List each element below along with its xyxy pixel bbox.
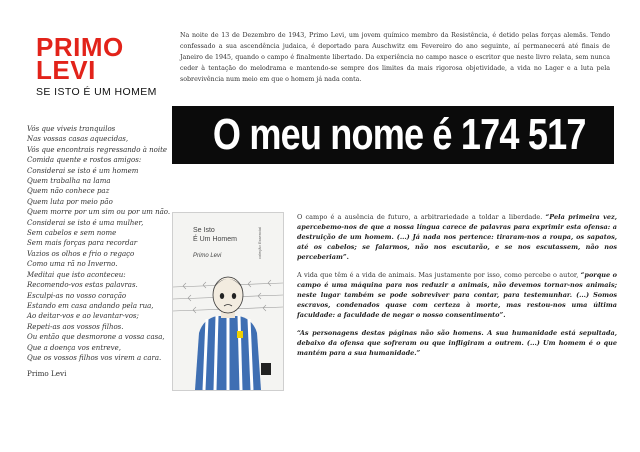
poem-line: Estando em casa andando pela rua, [27, 301, 154, 310]
poem-line: Recomendo-vos estas palavras. [27, 281, 138, 290]
closing-quote: “As personagens destas páginas não são homens. A sua humanidade está sepultada, debaixo da ofensa que sofreram ou que infligiram a outrem. (...) Um homem é o que mantém para a sua humanidade.” [297, 329, 617, 357]
article-body [297, 212, 617, 358]
cover-series: coleção Essencial [257, 227, 262, 260]
poem-line: Quem luta por meio pão [27, 197, 113, 206]
poem-line: Comida quente e rostos amigos: [27, 156, 142, 165]
poem-line: Sem cabelos e sem nome [27, 229, 117, 238]
poem [27, 124, 175, 380]
poem-line: Ou então que desmorone a vossa casa, [27, 333, 165, 342]
publisher-logo-icon [261, 363, 271, 375]
poem-line: Vazios os olhos e frio o regaço [27, 249, 135, 258]
poem-line: Repeti-as aos vossos filhos. [27, 322, 124, 331]
poem-line: Quem morre por um sim ou por um não. [27, 208, 171, 217]
title-primo: PRIMO [36, 32, 124, 62]
paragraph-2 [297, 270, 617, 320]
poem-author: Primo Levi [27, 369, 67, 379]
headline-banner [172, 106, 614, 164]
poem-line: Que a doença vos entreve, [27, 343, 121, 352]
title-block [36, 32, 166, 98]
intro-paragraph: Na noite de 13 de Dezembro de 1943, Primo Levi, um jovem químico membro da Resistência, é detido pelas forças alemãs. Tendo confessado a sua ascendência judaica, é deportado para Auschwitz em Fevereiro do ano seguinte, aí permanecerá até finais de Janeiro de 1945, quando o campo é finalmente libertado. Da experiência no campo nasce o escritor que neste livro relata, sem nunca ceder à tentação do melodrama e mantendo-se sempre dos limites da mais rigorosa objetividade, a vida no Lager e a luta pela sobrevivência num meio em que o homem já nada conta. [180, 32, 610, 83]
poem-line: Vós que encontrais regressando à noite [27, 145, 168, 154]
cover-title [193, 226, 237, 244]
poem-line: Como uma rã no Inverno. [27, 260, 118, 269]
cover-author: Primo Levi [193, 253, 222, 259]
poem-line: Meditai que isto aconteceu: [27, 270, 126, 279]
poem-line: Que os vossos filhos vos virem a cara. [27, 353, 162, 362]
cover-title-line2: É Um Homem [193, 236, 237, 243]
paragraph-2-quote: “porque o campo é uma máquina para nos reduzir a animais, não devemos tornar-nos animais; neste lugar também se pode sobreviver para contar, para testemunhar. (...) Somos escravos, condenados quase com certeza à morte, mas restou-nos uma última faculdade: a faculdade de negar o nosso consentimento”. [297, 271, 617, 319]
poem-line: Considerai se isto é um homem [27, 166, 139, 175]
poem-line: Nas vossas casas aquecidas, [27, 135, 129, 144]
poem-line: Esculpi-as no vosso coração [27, 291, 127, 300]
poem-lines [27, 124, 175, 363]
paragraph-1-text: O campo é a ausência de futuro, a arbitrariedade a toldar a liberdade. [297, 213, 546, 221]
poem-line: Considerai se isto é uma mulher, [27, 218, 144, 227]
poem-line: Sem mais forças para recordar [27, 239, 138, 248]
headline-text: O meu nome é 174 517 [212, 110, 586, 159]
paragraph-1 [297, 212, 617, 262]
title-levi: LEVI [36, 55, 96, 85]
prisoner-figure-icon [195, 277, 261, 390]
paragraph-2-text: A vida que têm é a vida de animais. Mas justamente por isso, como percebe o autor, [297, 271, 581, 279]
poem-line: Ao deitar-vos e ao levantar-vos; [27, 312, 139, 321]
poem-line: Quem não conhece paz [27, 187, 110, 196]
cover-title-line1: Se Isto [193, 227, 215, 234]
book-cover [172, 212, 284, 391]
poem-line: Vós que viveis tranquilos [27, 125, 116, 133]
poem-line: Quem trabalha na lama [27, 177, 111, 186]
book-subtitle: SE ISTO É UM HOMEM [36, 86, 157, 98]
paragraph-1-quote: “Pela primeira vez, apercebemo-nos de que a nossa língua carece de palavras para exprimir esta ofensa: a destruição de um homem. (...) Já nada nos pertence: tiraram-nos a roupa, os sapatos, até os cabelos; se falarmos, não nos escutarão, e se nos escutassem, não nos perceberiam”. [297, 213, 617, 261]
